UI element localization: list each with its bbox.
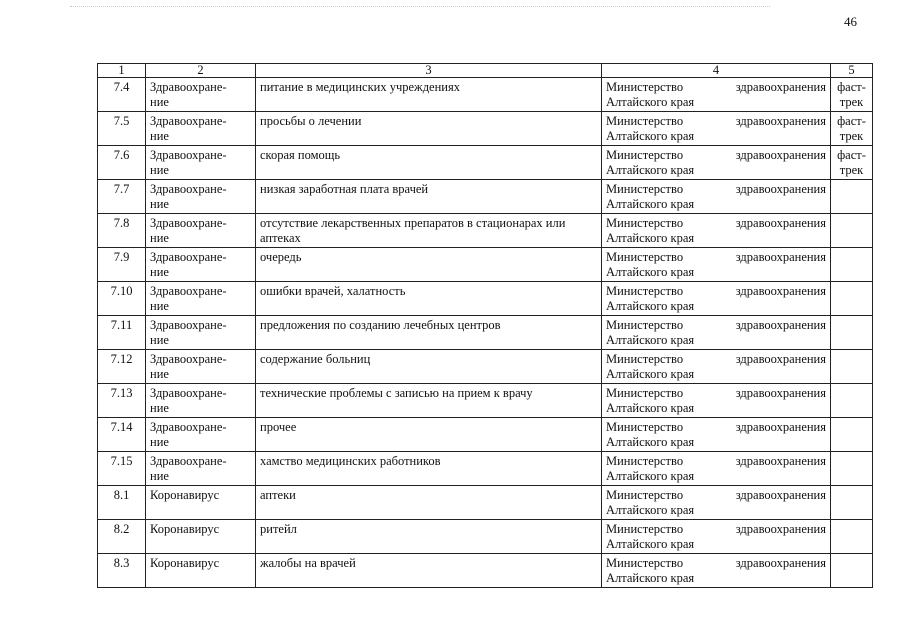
ministry-word: Министерство: [606, 80, 684, 94]
ministry-region: Алтайского края: [606, 197, 695, 211]
category-cell: [146, 486, 256, 520]
topic-text: низкая заработная плата врачей: [260, 182, 429, 196]
ministry-health-word: здравоохранения: [735, 386, 826, 400]
category-line-2: ние: [150, 469, 169, 483]
category-line-1: Здравоохране-: [150, 318, 227, 332]
ministry-health-word: здравоохранения: [735, 318, 826, 332]
row-number-text: 8.1: [113, 488, 130, 502]
category-cell: [146, 384, 256, 418]
category-line-2: ние: [150, 299, 169, 313]
category-line-1: Здравоохране-: [150, 182, 227, 196]
category-cell: [146, 554, 256, 588]
table-row: [98, 418, 873, 452]
ministry-region: Алтайского края: [606, 265, 695, 279]
topic-text: ритейл: [260, 522, 297, 536]
row-number: [98, 248, 146, 282]
row-number: [98, 418, 146, 452]
category-cell: [146, 282, 256, 316]
row-number: [98, 282, 146, 316]
category-line-2: ние: [150, 95, 169, 109]
topic-text: отсутствие лекарственных препаратов в стационарах или аптеках: [260, 216, 566, 245]
category-cell: [146, 418, 256, 452]
category-line-2: ние: [150, 197, 169, 211]
ministry-region: Алтайского края: [606, 299, 695, 313]
ministry-cell: [602, 78, 831, 112]
ministry-health-word: здравоохранения: [735, 80, 826, 94]
ministry-cell: [602, 384, 831, 418]
category-line-2: ние: [150, 333, 169, 347]
ministry-region: Алтайского края: [606, 435, 695, 449]
topic-cell: [256, 316, 602, 350]
track-line-2: трек: [839, 95, 864, 109]
topic-text: прочее: [260, 420, 297, 434]
ministry-cell: [602, 248, 831, 282]
category-cell: [146, 316, 256, 350]
row-number: [98, 78, 146, 112]
category-cell: [146, 78, 256, 112]
row-number-text: 7.11: [110, 318, 133, 332]
row-number: [98, 350, 146, 384]
ministry-health-word: здравоохранения: [735, 556, 826, 570]
column-header-4: 4: [602, 64, 831, 78]
category-line-2: ние: [150, 265, 169, 279]
ministry-health-word: здравоохранения: [735, 352, 826, 366]
table-row: [98, 248, 873, 282]
table-header-row: [98, 64, 873, 78]
track-cell: [831, 180, 873, 214]
row-number-text: 7.10: [110, 284, 133, 298]
category-line-1: Коронавирус: [150, 556, 220, 570]
track-cell: [831, 418, 873, 452]
table-row: [98, 78, 873, 112]
track-cell: [831, 316, 873, 350]
topic-text: просьбы о лечении: [260, 114, 362, 128]
category-line-1: Здравоохране-: [150, 284, 227, 298]
row-number: [98, 180, 146, 214]
table-row: [98, 554, 873, 588]
track-cell: [831, 554, 873, 588]
row-number: [98, 384, 146, 418]
topic-text: технические проблемы с записью на прием к врачу: [260, 386, 533, 400]
topic-text: ошибки врачей, халатность: [260, 284, 406, 298]
ministry-health-word: здравоохранения: [735, 182, 826, 196]
topic-cell: [256, 282, 602, 316]
topic-cell: [256, 554, 602, 588]
topic-cell: [256, 520, 602, 554]
ministry-cell: [602, 112, 831, 146]
scan-artifact-line: [70, 6, 770, 8]
ministry-region: Алтайского края: [606, 401, 695, 415]
category-cell: [146, 248, 256, 282]
ministry-region: Алтайского края: [606, 503, 695, 517]
category-line-2: ние: [150, 401, 169, 415]
row-number-text: 7.4: [113, 80, 130, 94]
column-header-1: 1: [98, 64, 146, 78]
row-number-text: 7.8: [113, 216, 130, 230]
ministry-region: Алтайского края: [606, 163, 695, 177]
topic-cell: [256, 180, 602, 214]
topic-text: питание в медицинских учреждениях: [260, 80, 460, 94]
category-line-1: Здравоохране-: [150, 454, 227, 468]
track-line-1: фаст-: [837, 114, 866, 128]
category-line-2: ние: [150, 231, 169, 245]
row-number-text: 8.2: [113, 522, 130, 536]
table-row: [98, 282, 873, 316]
table-row: [98, 316, 873, 350]
ministry-cell: [602, 180, 831, 214]
ministry-health-word: здравоохранения: [735, 114, 826, 128]
document-table: [97, 63, 873, 588]
category-cell: [146, 112, 256, 146]
topic-text: содержание больниц: [260, 352, 371, 366]
ministry-health-word: здравоохранения: [735, 420, 826, 434]
category-line-1: Здравоохране-: [150, 420, 227, 434]
ministry-cell: [602, 520, 831, 554]
ministry-health-word: здравоохранения: [735, 216, 826, 230]
topic-cell: [256, 452, 602, 486]
row-number: [98, 486, 146, 520]
row-number: [98, 316, 146, 350]
topic-cell: [256, 384, 602, 418]
ministry-cell: [602, 316, 831, 350]
row-number-text: 7.6: [113, 148, 130, 162]
table-row: [98, 384, 873, 418]
ministry-word: Министерство: [606, 556, 684, 570]
ministry-region: Алтайского края: [606, 95, 695, 109]
table-row: [98, 146, 873, 180]
table-row: [98, 350, 873, 384]
table-row: [98, 180, 873, 214]
category-line-2: ние: [150, 367, 169, 381]
ministry-region: Алтайского края: [606, 537, 695, 551]
topic-cell: [256, 350, 602, 384]
topic-text: аптеки: [260, 488, 296, 502]
ministry-region: Алтайского края: [606, 571, 695, 585]
category-line-2: ние: [150, 163, 169, 177]
ministry-health-word: здравоохранения: [735, 488, 826, 502]
topic-cell: [256, 486, 602, 520]
category-line-1: Здравоохране-: [150, 80, 227, 94]
category-cell: [146, 452, 256, 486]
ministry-region: Алтайского края: [606, 367, 695, 381]
track-line-2: трек: [839, 129, 864, 143]
topic-cell: [256, 146, 602, 180]
ministry-word: Министерство: [606, 318, 684, 332]
row-number: [98, 554, 146, 588]
ministry-word: Министерство: [606, 114, 684, 128]
row-number-text: 8.3: [113, 556, 130, 570]
ministry-cell: [602, 350, 831, 384]
topic-cell: [256, 78, 602, 112]
table-row: [98, 520, 873, 554]
category-cell: [146, 146, 256, 180]
ministry-cell: [602, 554, 831, 588]
topic-text: очередь: [260, 250, 302, 264]
column-header-5: 5: [831, 64, 873, 78]
ministry-cell: [602, 486, 831, 520]
ministry-health-word: здравоохранения: [735, 454, 826, 468]
track-cell: [831, 282, 873, 316]
ministry-word: Министерство: [606, 284, 684, 298]
column-header-2: 2: [146, 64, 256, 78]
topic-cell: [256, 112, 602, 146]
track-cell: [831, 384, 873, 418]
row-number: [98, 112, 146, 146]
table-row: [98, 452, 873, 486]
ministry-region: Алтайского края: [606, 333, 695, 347]
track-cell: [831, 452, 873, 486]
category-line-1: Здравоохране-: [150, 114, 227, 128]
table-body: [98, 78, 873, 588]
row-number-text: 7.15: [110, 454, 133, 468]
track-cell: [831, 214, 873, 248]
category-line-1: Здравоохране-: [150, 216, 227, 230]
topic-cell: [256, 418, 602, 452]
topic-text: жалобы на врачей: [260, 556, 356, 570]
category-line-1: Здравоохране-: [150, 352, 227, 366]
row-number-text: 7.5: [113, 114, 130, 128]
ministry-region: Алтайского края: [606, 129, 695, 143]
ministry-word: Министерство: [606, 488, 684, 502]
category-cell: [146, 350, 256, 384]
table-row: [98, 486, 873, 520]
row-number: [98, 452, 146, 486]
ministry-health-word: здравоохранения: [735, 284, 826, 298]
ministry-cell: [602, 418, 831, 452]
row-number: [98, 520, 146, 554]
ministry-word: Министерство: [606, 216, 684, 230]
ministry-word: Министерство: [606, 454, 684, 468]
track-cell: [831, 486, 873, 520]
row-number-text: 7.13: [110, 386, 133, 400]
topic-cell: [256, 248, 602, 282]
ministry-word: Министерство: [606, 250, 684, 264]
ministry-cell: [602, 282, 831, 316]
topic-text: хамство медицинских работников: [260, 454, 441, 468]
ministry-health-word: здравоохранения: [735, 522, 826, 536]
page-number: 46: [844, 14, 857, 29]
ministry-health-word: здравоохранения: [735, 250, 826, 264]
topic-text: предложения по созданию лечебных центров: [260, 318, 501, 332]
row-number-text: 7.12: [110, 352, 133, 366]
track-line-1: фаст-: [837, 148, 866, 162]
track-line-1: фаст-: [837, 80, 866, 94]
track-cell: [831, 112, 873, 146]
ministry-word: Министерство: [606, 420, 684, 434]
category-line-1: Здравоохране-: [150, 250, 227, 264]
category-line-1: Здравоохране-: [150, 148, 227, 162]
ministry-word: Министерство: [606, 182, 684, 196]
row-number-text: 7.14: [110, 420, 133, 434]
category-line-1: Здравоохране-: [150, 386, 227, 400]
ministry-cell: [602, 146, 831, 180]
ministry-region: Алтайского края: [606, 469, 695, 483]
ministry-cell: [602, 214, 831, 248]
ministry-health-word: здравоохранения: [735, 148, 826, 162]
column-header-3: 3: [256, 64, 602, 78]
topic-text: скорая помощь: [260, 148, 341, 162]
category-cell: [146, 520, 256, 554]
row-number-text: 7.9: [113, 250, 130, 264]
category-line-1: Коронавирус: [150, 522, 220, 536]
ministry-region: Алтайского края: [606, 231, 695, 245]
ministry-word: Министерство: [606, 352, 684, 366]
table-row: [98, 112, 873, 146]
track-cell: [831, 248, 873, 282]
track-line-2: трек: [839, 163, 864, 177]
track-cell: [831, 350, 873, 384]
track-cell: [831, 78, 873, 112]
ministry-word: Министерство: [606, 148, 684, 162]
table-row: [98, 214, 873, 248]
category-line-1: Коронавирус: [150, 488, 220, 502]
track-cell: [831, 520, 873, 554]
topic-cell: [256, 214, 602, 248]
ministry-word: Министерство: [606, 386, 684, 400]
ministry-cell: [602, 452, 831, 486]
track-cell: [831, 146, 873, 180]
row-number: [98, 214, 146, 248]
row-number-text: 7.7: [113, 182, 130, 196]
category-line-2: ние: [150, 129, 169, 143]
ministry-word: Министерство: [606, 522, 684, 536]
category-line-2: ние: [150, 435, 169, 449]
category-cell: [146, 214, 256, 248]
row-number: [98, 146, 146, 180]
category-cell: [146, 180, 256, 214]
